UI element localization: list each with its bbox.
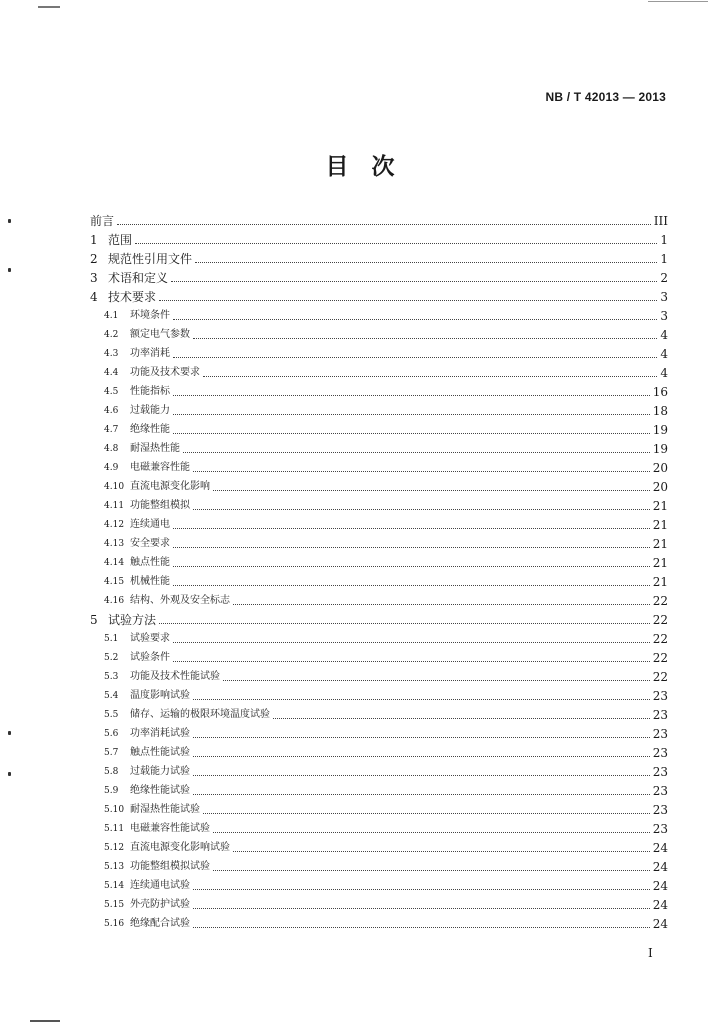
- toc-entry-page: 20: [652, 461, 668, 475]
- toc-entry-title: 绝缘性能试验: [130, 785, 190, 796]
- standard-code: NB / T 42013 — 2013: [545, 90, 666, 104]
- binding-hole-mark: [8, 268, 11, 272]
- toc-entry-page: 20: [652, 480, 668, 494]
- toc-entry[interactable]: [90, 741, 668, 760]
- toc-entry-page: 1: [660, 252, 668, 266]
- dot-leader: [193, 775, 650, 776]
- dot-leader: [173, 414, 650, 415]
- toc-entry-number: 4.12: [104, 520, 125, 530]
- toc-entry[interactable]: [90, 684, 668, 703]
- toc-entry-number: 5.12: [104, 843, 125, 853]
- toc-entry-title: 外壳防护试验: [130, 899, 190, 910]
- toc-entry-page: 24: [652, 879, 668, 893]
- toc-entry[interactable]: [90, 874, 668, 893]
- toc-entry-number: 5.5: [104, 710, 119, 720]
- dot-leader: [273, 718, 650, 719]
- toc-entry-title: 过载能力试验: [130, 766, 190, 777]
- dot-leader: [173, 566, 650, 567]
- toc-entry-title: 范围: [108, 233, 133, 247]
- dot-leader: [173, 357, 657, 358]
- toc-entry-page: 22: [652, 670, 668, 684]
- dot-leader: [213, 870, 650, 871]
- binding-hole-mark: [8, 772, 11, 776]
- toc-entry[interactable]: [90, 475, 668, 494]
- toc-entry-title: 试验条件: [130, 652, 170, 663]
- dot-leader: [193, 927, 650, 928]
- toc-entry-page: 22: [652, 613, 668, 627]
- toc-entry[interactable]: [90, 342, 668, 361]
- toc-entry-title: 安全要求: [130, 538, 170, 549]
- toc-entry-title: 规范性引用文件: [108, 252, 193, 266]
- toc-entry-number: 4.14: [104, 558, 125, 568]
- toc-entry-page: 21: [652, 575, 668, 589]
- binding-hole-mark: [8, 219, 11, 223]
- toc-entry[interactable]: [90, 399, 668, 418]
- toc-entry[interactable]: [90, 266, 668, 285]
- toc-entry-number: 5.9: [104, 786, 119, 796]
- toc-entry[interactable]: [90, 418, 668, 437]
- toc-entry-number: 5.2: [104, 653, 119, 663]
- toc-entry-page: 3: [660, 309, 668, 323]
- toc-entry-page: 21: [652, 499, 668, 513]
- toc-entry-number: 3: [90, 271, 98, 285]
- dot-leader: [203, 813, 650, 814]
- page-number: I: [648, 946, 653, 960]
- toc-entry-number: 4.3: [104, 349, 119, 359]
- toc-entry-number: 4.15: [104, 577, 125, 587]
- scan-edge-mark: [30, 1020, 60, 1022]
- dot-leader: [193, 338, 657, 339]
- toc-entry-number: 4.2: [104, 330, 119, 340]
- dot-leader: [173, 661, 650, 662]
- toc-entry[interactable]: [90, 646, 668, 665]
- toc-entry-page: 4: [660, 366, 668, 380]
- toc-entry-page: 21: [652, 537, 668, 551]
- dot-leader: [193, 756, 650, 757]
- toc-entry-page: 23: [652, 784, 668, 798]
- toc-entry-title: 电磁兼容性能试验: [130, 823, 210, 834]
- dot-leader: [193, 737, 650, 738]
- toc-entry-page: 23: [652, 689, 668, 703]
- toc-entry-number: 4.6: [104, 406, 119, 416]
- toc-entry-number: 4.8: [104, 444, 119, 454]
- toc-entry[interactable]: [90, 798, 668, 817]
- toc-entry-number: 4.9: [104, 463, 119, 473]
- toc-entry[interactable]: [90, 703, 668, 722]
- toc-entry[interactable]: [90, 513, 668, 532]
- toc-entry[interactable]: [90, 855, 668, 874]
- toc-entry-page: 4: [660, 347, 668, 361]
- toc-entry-page: 2: [660, 271, 668, 285]
- toc-entry-number: 2: [90, 252, 98, 266]
- toc-entry-page: 3: [660, 290, 668, 304]
- toc-entry-page: 18: [652, 404, 668, 418]
- dot-leader: [173, 433, 650, 434]
- dot-leader: [159, 623, 650, 624]
- toc-entry-title: 直流电源变化影响试验: [130, 842, 230, 853]
- toc-entry-number: 5.15: [104, 900, 125, 910]
- dot-leader: [193, 509, 650, 510]
- toc-entry[interactable]: [90, 779, 668, 798]
- dot-leader: [193, 699, 650, 700]
- toc-entry-number: 5.13: [104, 862, 125, 872]
- toc-entry-title: 功能及技术性能试验: [130, 671, 220, 682]
- toc-entry-page: 24: [652, 841, 668, 855]
- toc-entry-page: 23: [652, 727, 668, 741]
- toc-entry-page: 23: [652, 803, 668, 817]
- toc-entry-title: 前言: [90, 214, 115, 228]
- toc-entry-number: 4.13: [104, 539, 125, 549]
- toc-entry-number: 5: [90, 613, 98, 627]
- toc-entry-page: 23: [652, 822, 668, 836]
- toc-entry-title: 功率消耗试验: [130, 728, 190, 739]
- dot-leader: [183, 452, 650, 453]
- dot-leader: [171, 281, 657, 282]
- toc-entry-number: 4.16: [104, 596, 125, 606]
- toc-entry-number: 5.7: [104, 748, 119, 758]
- toc-entry-number: 4.7: [104, 425, 119, 435]
- toc-entry-page: 24: [652, 898, 668, 912]
- toc-entry-number: 5.1: [104, 634, 119, 644]
- toc-entry[interactable]: [90, 760, 668, 779]
- toc-entry-title: 技术要求: [108, 290, 157, 304]
- toc-entry-title: 直流电源变化影响: [130, 481, 210, 492]
- toc-entry-title: 术语和定义: [108, 271, 169, 285]
- toc-entry-title: 耐湿热性能试验: [130, 804, 200, 815]
- toc-entry-title: 电磁兼容性能: [130, 462, 190, 473]
- toc-entry[interactable]: [90, 209, 668, 228]
- toc-entry-title: 储存、运输的极限环境温度试验: [130, 709, 270, 720]
- toc-entry[interactable]: [90, 551, 668, 570]
- toc-entry[interactable]: [90, 494, 668, 513]
- toc-entry[interactable]: [90, 608, 668, 627]
- toc-entry[interactable]: [90, 247, 668, 266]
- toc-entry[interactable]: [90, 532, 668, 551]
- dot-leader: [233, 604, 650, 605]
- toc-entry-title: 温度影响试验: [130, 690, 190, 701]
- toc-entry[interactable]: [90, 228, 668, 247]
- toc-entry-title: 性能指标: [130, 386, 170, 397]
- toc-entry-title: 触点性能试验: [130, 747, 190, 758]
- toc-entry-title: 额定电气参数: [130, 329, 190, 340]
- toc-entry[interactable]: [90, 456, 668, 475]
- toc-entry-number: 4.11: [104, 501, 125, 511]
- toc-entry[interactable]: [90, 665, 668, 684]
- toc-entry-number: 4.5: [104, 387, 119, 397]
- toc-entry-title: 绝缘配合试验: [130, 918, 190, 929]
- dot-leader: [159, 300, 657, 301]
- toc-entry-number: 5.10: [104, 805, 125, 815]
- toc-entry-page: 23: [652, 765, 668, 779]
- toc-entry-page: 16: [652, 385, 668, 399]
- toc-entry-page: 22: [652, 651, 668, 665]
- toc-entry-title: 功率消耗: [130, 348, 170, 359]
- dot-leader: [233, 851, 650, 852]
- binding-hole-mark: [8, 731, 11, 735]
- toc-entry-page: III: [653, 214, 668, 228]
- dot-leader: [193, 794, 650, 795]
- toc-entry-title: 环境条件: [130, 310, 170, 321]
- toc-entry[interactable]: [90, 836, 668, 855]
- dot-leader: [173, 642, 650, 643]
- toc-entry-title: 结构、外观及安全标志: [130, 595, 230, 606]
- toc-entry-page: 23: [652, 708, 668, 722]
- toc-entry-number: 4.4: [104, 368, 119, 378]
- toc-entry-page: 24: [652, 860, 668, 874]
- scan-edge-mark: [648, 1, 708, 2]
- toc-entry[interactable]: [90, 437, 668, 456]
- toc-entry-title: 绝缘性能: [130, 424, 170, 435]
- dot-leader: [173, 585, 650, 586]
- toc-entry-page: 23: [652, 746, 668, 760]
- toc-entry[interactable]: [90, 361, 668, 380]
- toc-entry-page: 4: [660, 328, 668, 342]
- toc-entry[interactable]: [90, 589, 668, 608]
- dot-leader: [203, 376, 657, 377]
- dot-leader: [117, 224, 651, 225]
- toc-entry-page: 19: [652, 442, 668, 456]
- toc-entry-number: 5.8: [104, 767, 119, 777]
- dot-leader: [173, 547, 650, 548]
- toc-entry[interactable]: [90, 722, 668, 741]
- toc-entry[interactable]: [90, 893, 668, 912]
- scan-edge-mark: [38, 6, 60, 8]
- toc-entry-number: 5.11: [104, 824, 125, 834]
- toc-entry-number: 5.6: [104, 729, 119, 739]
- toc-entry-page: 21: [652, 556, 668, 570]
- toc-entry[interactable]: [90, 627, 668, 646]
- toc-entry-title: 连续通电试验: [130, 880, 190, 891]
- toc-entry[interactable]: [90, 380, 668, 399]
- dot-leader: [213, 490, 650, 491]
- toc-entry-number: 5.14: [104, 881, 125, 891]
- dot-leader: [173, 319, 657, 320]
- toc-entry-title: 耐湿热性能: [130, 443, 180, 454]
- toc-entry[interactable]: [90, 912, 668, 931]
- toc-entry[interactable]: [90, 323, 668, 342]
- toc-entry-page: 22: [652, 594, 668, 608]
- toc-entry-page: 1: [660, 233, 668, 247]
- dot-leader: [195, 262, 657, 263]
- toc-entry-title: 过载能力: [130, 405, 170, 416]
- toc-entry-title: 机械性能: [130, 576, 170, 587]
- toc-entry-title: 试验方法: [108, 613, 157, 627]
- dot-leader: [173, 395, 650, 396]
- toc-entry[interactable]: [90, 285, 668, 304]
- toc-entry-number: 4.10: [104, 482, 125, 492]
- dot-leader: [213, 832, 650, 833]
- toc-entry-page: 21: [652, 518, 668, 532]
- dot-leader: [173, 528, 650, 529]
- toc-entry-page: 22: [652, 632, 668, 646]
- toc-entry-number: 5.4: [104, 691, 119, 701]
- page-title: 目 次: [325, 153, 395, 180]
- toc-entry-number: 4: [90, 290, 98, 304]
- toc-entry-page: 24: [652, 917, 668, 931]
- toc-entry-title: 触点性能: [130, 557, 170, 568]
- toc-entry-number: 4.1: [104, 311, 119, 321]
- toc-entry-title: 功能整组模拟试验: [130, 861, 210, 872]
- dot-leader: [193, 889, 650, 890]
- toc-entry[interactable]: [90, 570, 668, 589]
- dot-leader: [193, 471, 650, 472]
- toc-entry[interactable]: [90, 304, 668, 323]
- dot-leader: [193, 908, 650, 909]
- toc-entry-number: 5.3: [104, 672, 119, 682]
- dot-leader: [135, 243, 657, 244]
- toc-entry-number: 5.16: [104, 919, 125, 929]
- toc-entry[interactable]: [90, 817, 668, 836]
- toc-entry-title: 试验要求: [130, 633, 170, 644]
- toc-entry-title: 功能及技术要求: [130, 367, 200, 378]
- toc-entry-title: 功能整组模拟: [130, 500, 190, 511]
- table-of-contents: [90, 209, 668, 931]
- toc-entry-page: 19: [652, 423, 668, 437]
- toc-entry-title: 连续通电: [130, 519, 170, 530]
- toc-entry-number: 1: [90, 233, 98, 247]
- dot-leader: [223, 680, 650, 681]
